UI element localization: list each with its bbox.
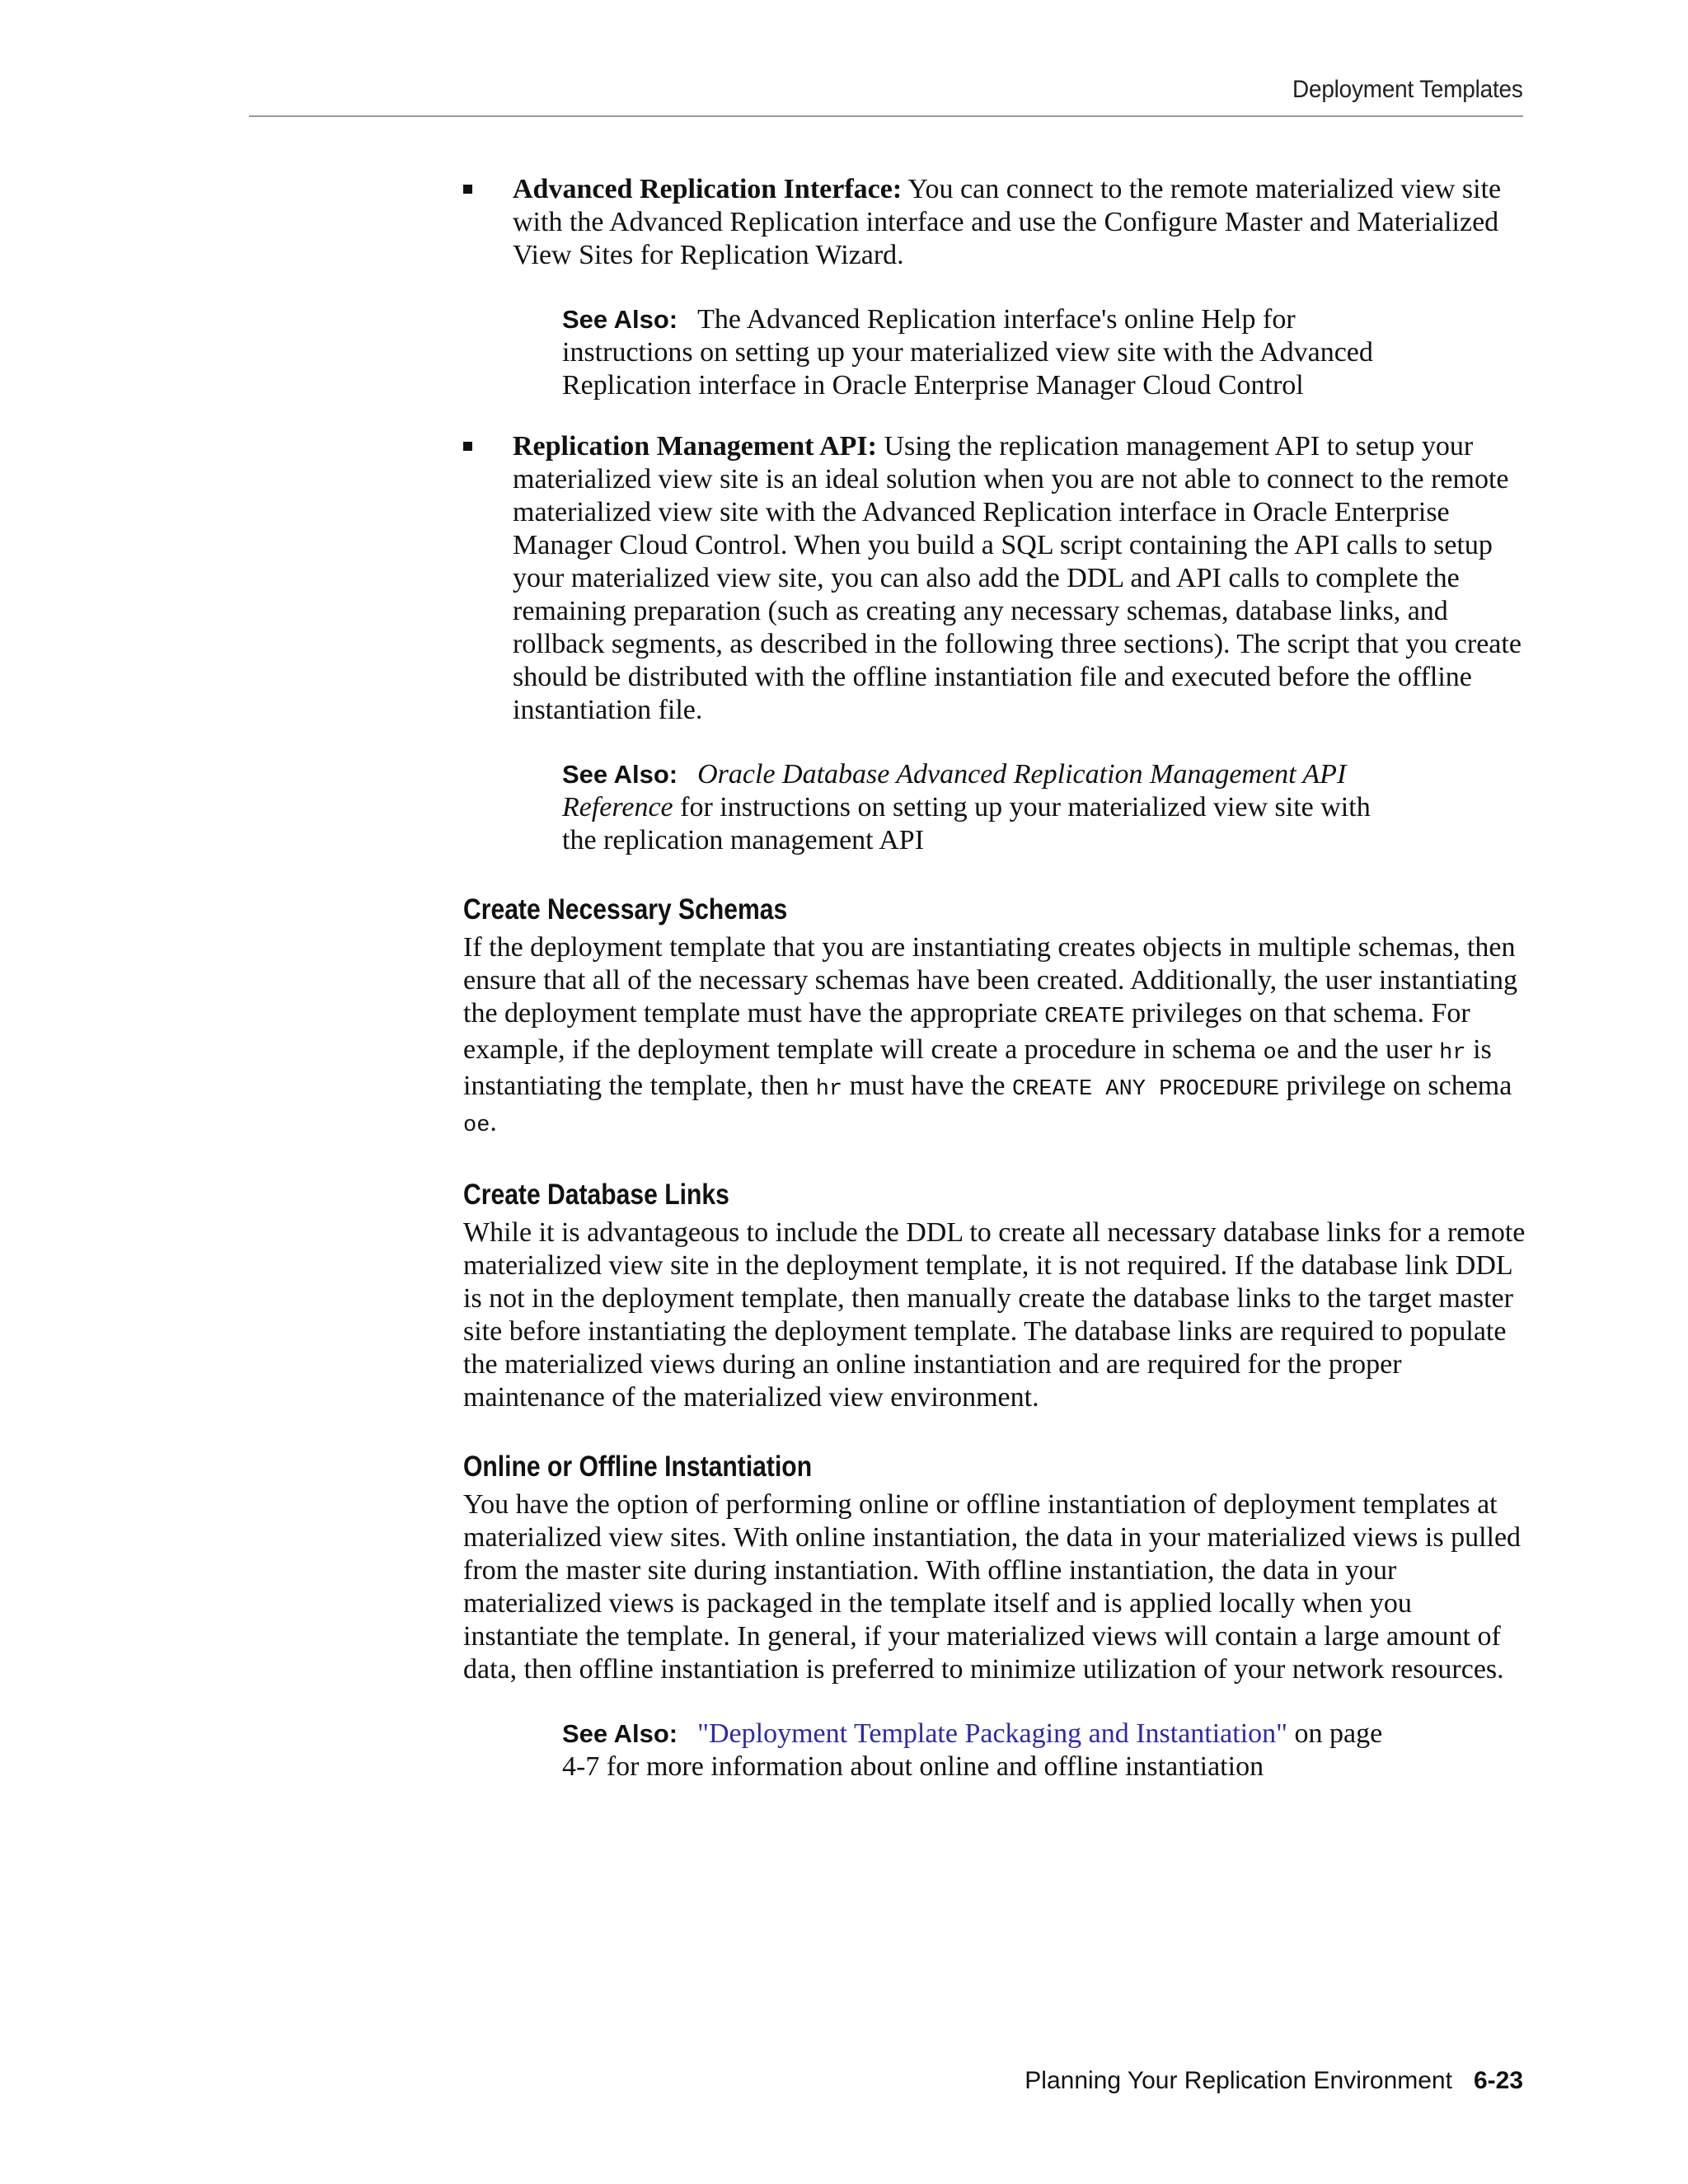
code-term: CREATE	[1044, 1005, 1125, 1029]
see-also-label: See Also:	[562, 760, 678, 789]
bullet-text: Using the replication management API to setup your materialized view site is an ideal solution when you are not able to connect to the remote materialized view site with the Advanced Replication interface in Oracle Enterprise Manager Cloud Control. When you build a SQL script containing the API calls to setup your materialized view site, you can also add the DDL and API calls to complete the remaining preparation (such as creating any necessary schemas, database links, and rollback segments, as described in the following three sections). The script that you create should be distributed with the offline instantiation file and executed before the offline instantiation file.	[513, 431, 1522, 725]
see-also-note	[562, 758, 1386, 857]
see-also-note	[562, 303, 1386, 402]
section-create-schemas	[463, 893, 1526, 1142]
code-term: hr	[1439, 1041, 1466, 1066]
see-also-label: See Also:	[562, 305, 678, 334]
page-content	[463, 173, 1526, 1783]
see-also-text: for instructions on setting up your materialized view site with the replication management API	[562, 792, 1371, 855]
running-header: Deployment Templates	[1292, 76, 1523, 103]
footer-chapter-title: Planning Your Replication Environment	[1025, 2067, 1452, 2094]
book-title-reference: Oracle Database Advanced Replication Management API Reference	[562, 759, 1347, 823]
section-paragraph: You have the option of performing online or offline instantiation of deployment templates at materialized view sites. With online instantiation, the data in your materialized views is pulled from the master site during instantiation. With offline instantiation, the data in your materialized views is packaged in the template itself and is applied locally when you instantiate the template. In general, if your materialized views will contain a large amount of data, then offline instantiation is preferred to minimize utilization of your network resources.	[463, 1489, 1522, 1685]
page-footer	[1025, 2067, 1523, 2095]
square-bullet-icon	[463, 185, 472, 194]
see-also-label: See Also:	[562, 1719, 678, 1748]
section-heading: Online or Offline Instantiation	[463, 1451, 813, 1483]
section-paragraph: If the deployment template that you are instantiating creates objects in multiple schemas, then ensure that all of the necessary schemas have been created. Additionally, the user instantiating the deployment template must have the appropriate CREATE privileges on that schema. For example, if the deployment template will create a procedure in schema oe and the user hr is instantiating the template, then hr must have the CREATE ANY PROCEDURE privilege on schema oe.	[463, 932, 1517, 1138]
code-term: CREATE ANY PROCEDURE	[1011, 1077, 1280, 1102]
section-heading: Create Database Links	[463, 1179, 729, 1211]
section-heading: Create Necessary Schemas	[463, 893, 788, 926]
bullet-text: You can connect to the remote materialized view site with the Advanced Replication interface and use the Configure Master and Materialized View Sites for Replication Wizard.	[513, 174, 1502, 270]
code-term: oe	[463, 1113, 490, 1138]
code-term: oe	[1263, 1041, 1290, 1066]
header-rule	[249, 115, 1523, 117]
bullet-title: Replication Management API:	[513, 431, 877, 462]
page-number: 6-23	[1473, 2067, 1523, 2094]
list-item	[463, 430, 1526, 857]
cross-reference-link[interactable]: "Deployment Template Packaging and Instantiation"	[697, 1718, 1288, 1749]
list-item	[463, 173, 1526, 402]
see-also-text: The Advanced Replication interface's online Help for instructions on setting up your materialized view site with the Advanced Replication interface in Oracle Enterprise Manager Cloud Control	[562, 304, 1373, 401]
see-also-note	[562, 1718, 1386, 1783]
section-create-links	[463, 1179, 1526, 1414]
see-also-text: on page 4-7 for more information about online and offline instantiation	[562, 1718, 1383, 1782]
section-instantiation	[463, 1451, 1526, 1783]
bullet-title: Advanced Replication Interface:	[513, 174, 903, 204]
section-paragraph: While it is advantageous to include the DDL to create all necessary database links for a remote materialized view site in the deployment template, it is not required. If the database link DDL is not in the deployment template, then manually create the database links to the target master site before instantiating the deployment template. The database links are required to populate the materialized views during an online instantiation and are required for the proper maintenance of the materialized view environment.	[463, 1217, 1526, 1413]
square-bullet-icon	[463, 442, 472, 451]
code-term: hr	[815, 1077, 843, 1102]
